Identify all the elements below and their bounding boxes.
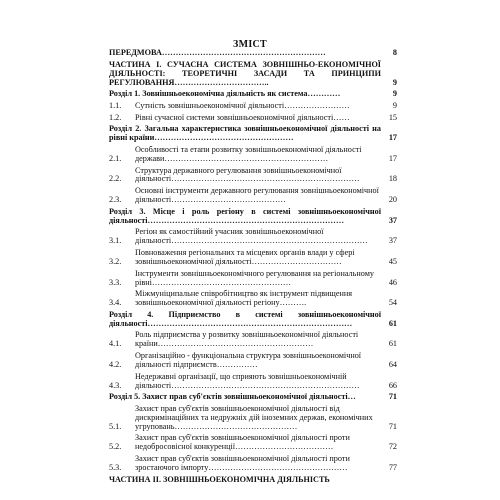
toc-entry xyxy=(109,146,397,164)
toc-entry-page: 64 xyxy=(388,359,397,369)
toc-entry-page: 9 xyxy=(392,77,397,87)
toc-entry-page: 45 xyxy=(388,256,397,266)
toc-entry-number: 3.3. xyxy=(109,277,122,287)
toc-entry-text: Роль підприємства у розвитку зовнішньоекономічної діяльності країни………………………………………………… xyxy=(135,330,359,349)
toc-entry-page: 61 xyxy=(388,339,397,349)
toc-entry-page: 8 xyxy=(392,48,397,57)
toc-entry-text: Структура державного регулювання зовнішньоекономічної діяльності…………………………………………………………… xyxy=(135,165,360,184)
toc-entry-text: Недержавні організації, що сприяють зовнішньоекономічній діяльності…………………………………………………………… xyxy=(135,371,360,390)
toc-entry-number: 3.4. xyxy=(109,298,122,308)
toc-entry-page: 9 xyxy=(392,89,397,99)
toc-entry xyxy=(109,434,397,452)
toc-entry-page: 18 xyxy=(388,174,397,184)
toc-entry-number: 4.1. xyxy=(109,339,122,349)
toc-heading xyxy=(109,90,397,99)
toc-entry-number: 1.2. xyxy=(109,112,122,122)
toc-entry xyxy=(109,228,397,246)
toc-entry-number: 3.2. xyxy=(109,256,122,266)
toc-entry-page: 37 xyxy=(388,236,397,246)
toc-entry xyxy=(109,187,397,205)
toc-entry-page: 77 xyxy=(388,462,397,472)
toc-entry xyxy=(109,249,397,267)
toc-entry xyxy=(109,114,397,123)
page-title: ЗМІСТ xyxy=(233,39,267,50)
toc-entry-text: Розділ 1. Зовнішньоекономічна діяльність як система………… xyxy=(109,89,341,99)
toc-entry-text: ЧАСТИНА ІІ. ЗОВНІШНЬОЕКОНОМІЧНА ДІЯЛЬНІСТЬ xyxy=(109,474,330,484)
toc-entry-page: 46 xyxy=(388,277,397,287)
toc-entry-page: 17 xyxy=(388,153,397,163)
toc-heading xyxy=(109,393,397,402)
toc-entry-number: 5.1. xyxy=(109,421,122,431)
toc-entry-text: Розділ 4. Підприємство в системі зовнішньоекономічної діяльності………………………………………………………………… xyxy=(109,309,381,328)
toc-entry-text: Розділ 5. Захист прав суб'єктів зовнішньоекономічної діяльності… xyxy=(109,392,356,402)
toc-entry xyxy=(109,290,397,308)
toc-heading xyxy=(109,311,397,329)
toc-heading xyxy=(109,61,397,88)
toc-entry-text: Захист прав суб'єктів зовнішньоекономічної діяльності проти недобросовісної конкуренції……………………………… xyxy=(135,433,350,452)
toc-entry-text: Захист прав суб'єктів зовнішньоекономічної діяльності проти зростаючого імпорту…………………………………………… xyxy=(135,454,350,472)
toc-entry-number: 2.2. xyxy=(109,174,122,184)
toc-entry xyxy=(109,352,397,370)
toc-entry-number: 2.1. xyxy=(109,153,122,163)
toc-entry xyxy=(109,270,397,288)
toc-entry-text: Захист прав суб'єктів зовнішньоекономічної діяльності від дискримінаційних та недружніх дій іноземних держав, економічних угруповань……………………………………… xyxy=(135,403,373,431)
toc-heading xyxy=(109,125,397,143)
toc-entry-page: 72 xyxy=(388,442,397,452)
toc-entry-page: 20 xyxy=(388,195,397,205)
toc-entry-page: 66 xyxy=(388,380,397,390)
toc-entry-text: Основні інструменти державного регулювання зовнішньоекономічної діяльності…………………………………… xyxy=(135,186,379,205)
toc-entry-text: Рівні сучасної системи зовнішньоекономічної діяльності…… xyxy=(135,112,350,122)
toc-entry-text: Особливості та етапи розвитку зовнішньоекономічної діяльності держави…………………………………………………… xyxy=(135,144,362,163)
toc-entry xyxy=(109,102,397,111)
toc-entry-page: 61 xyxy=(388,318,397,328)
toc-entry xyxy=(109,167,397,185)
toc-entry-text: Інструменти зовнішньоекономічного регулювання на регіональному рівні…………………………………………… xyxy=(135,268,374,287)
toc-entry-page: 15 xyxy=(388,112,397,122)
toc-entry-text: Регіон як самостійний учасник зовнішньоекономічної діяльності……………………………………………………………… xyxy=(135,227,368,246)
toc-heading xyxy=(109,476,397,485)
toc-entry-number: 1.1. xyxy=(109,100,122,110)
toc-entry-text: Розділ 3. Місце і роль регіону в системі зовнішньоекономічної діяльності……………………………………………………………… xyxy=(109,206,381,225)
toc-entry-text: ЧАСТИНА І. СУЧАСНА СИСТЕМА ЗОВНІШНЬО-ЕКОНОМІЧНОЇ ДІЯЛЬНОСТІ: ТЕОРЕТИЧНІ ЗАСАДИ ТА ПРИНЦИПИ РЕГУЛЮВАННЯ…………………………….. xyxy=(109,59,381,87)
toc-entry-page: 37 xyxy=(388,215,397,225)
toc-heading xyxy=(109,49,397,58)
toc-entry xyxy=(109,455,397,473)
toc-heading xyxy=(109,208,397,226)
toc-entry-page: 71 xyxy=(388,421,397,431)
table-of-contents xyxy=(109,49,397,485)
toc-entry xyxy=(109,405,397,432)
toc-entry xyxy=(109,373,397,391)
toc-entry-number: 5.2. xyxy=(109,442,122,452)
toc-entry xyxy=(109,331,397,349)
toc-entry-page: 71 xyxy=(388,392,397,402)
toc-entry-page: 54 xyxy=(388,298,397,308)
toc-entry-page: 9 xyxy=(392,100,397,110)
toc-entry-number: 4.2. xyxy=(109,359,122,369)
toc-entry-number: 2.3. xyxy=(109,195,122,205)
toc-entry-number: 3.1. xyxy=(109,236,122,246)
toc-entry-text: Повноваження регіональних та місцевих органів влади у сфері зовнішньоекономічної діяльності…………………………… xyxy=(135,247,355,266)
toc-entry-number: 5.3. xyxy=(109,462,122,472)
toc-entry-text: ПЕРЕДМОВА…………………………………………………… xyxy=(109,48,326,57)
toc-entry-number: 4.3. xyxy=(109,380,122,390)
toc-entry-text: Сутність зовнішньоекономічної діяльності…………………… xyxy=(135,100,350,110)
toc-entry-page: 17 xyxy=(388,133,397,143)
toc-entry-text: Організаційно - функціональна структура зовнішньоекономічної діяльності підприємств…………… xyxy=(135,351,362,369)
toc-entry-text: Розділ 2. Загальна характеристика зовнішньоекономічної діяльності на рівні країни…………………………………………… xyxy=(109,124,381,143)
toc-entry-text: Міжмуніципальне співробітництво як інструмент підвищення зовнішньоекономічної діяльності регіону………. xyxy=(135,289,353,308)
